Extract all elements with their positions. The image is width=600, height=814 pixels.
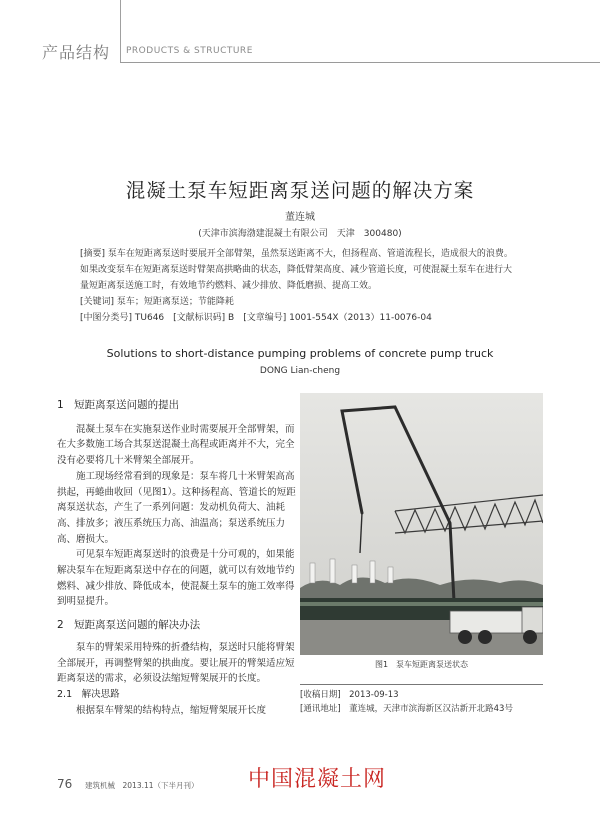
section-heading-1: 1 短距离泵送问题的提出: [57, 399, 180, 411]
paragraph: 可见泵车短距离泵送时的浪费是十分可观的，如果能解决泵车在短距离泵送中存在的问题，就可以有效地节约燃料、减少排放、降低成本，使混凝土泵车的施工效率得到明显提升。: [57, 549, 295, 608]
footnote-rule: [300, 684, 543, 685]
paragraph: 施工现场经常看到的现象是：泵车将几十米臂架高高拱起，再蜷曲收回（见图1）。这种扬程高、管道长的短距离泵送状态，产生了一系列问题：发动机负荷大、油耗高、排放多；液压系统压力高、油温高；泵送系统压力高、磨损大。: [57, 470, 296, 545]
page-number: 76: [57, 777, 73, 791]
affiliation: (天津市滨海渤建混凝土有限公司 天津 300480): [198, 229, 402, 239]
section-title-cn: 产品结构: [42, 43, 111, 62]
figure-photo: [300, 393, 543, 655]
section-title-en: PRODUCTS & STRUCTURE: [126, 46, 253, 56]
header-vertical-rule: [120, 0, 121, 62]
keywords: [关键词] 泵车；短距离泵送；节能降耗: [80, 297, 234, 307]
watermark: 中国混凝土网: [248, 767, 387, 792]
abstract-block: [80, 246, 520, 326]
paragraph: 泵车的臂架采用特殊的折叠结构，泵送时只能将臂架全部展开，再调整臂架的拱曲度。要让展开的臂架适应短距离泵送的需求，必须设法缩短臂架展开的长度。: [57, 641, 295, 685]
section-heading-2: 2 短距离泵送问题的解决办法: [57, 619, 201, 632]
journal-name: 建筑机械 2013.11（下半月刊）: [85, 781, 199, 790]
subsection-heading: 2.1 解决思路: [57, 688, 120, 700]
article-title: 混凝土泵车短距离泵送问题的解决方案: [125, 179, 475, 202]
contact-address: [通讯地址] 董连城，天津市滨海新区汉沽新开北路43号: [300, 704, 513, 714]
english-author: DONG Lian-cheng: [259, 366, 341, 376]
abstract: [摘要] 泵车在短距离泵送时要展开全部臂架，虽然泵送距离不大，但扬程高、管道流程长，造成很大的浪费。如果改变泵车在短距离泵送时臂架高拱略曲的状态，降低臂架高度、减少管道长度，可使混凝土泵车在进行大量短距离泵送施工时，有效地节约燃料、减少排放、降低磨损、提高工效。: [80, 249, 513, 291]
paragraph: 混凝土泵车在实施泵送作业时需要展开全部臂架，而在大多数施工场合其泵送混凝土高程或距离并不大，完全没有必要将几十米臂架全部展开。: [57, 423, 295, 467]
received-date: [收稿日期] 2013-09-13: [300, 690, 399, 700]
english-title: Solutions to short-distance pumping problems of concrete pump truck: [106, 347, 494, 360]
figure-caption: 图1 泵车短距离泵送状态: [374, 660, 469, 669]
paragraph: 根据泵车臂架的结构特点，缩短臂架展开长度: [76, 704, 267, 716]
header-horizontal-rule: [120, 62, 600, 63]
left-column: [57, 398, 297, 718]
author: 董连城: [285, 212, 315, 223]
classification-line: [中图分类号] TU646 [文献标识码] B [文章编号] 1001-554X（2013）11-0076-04: [80, 313, 432, 323]
